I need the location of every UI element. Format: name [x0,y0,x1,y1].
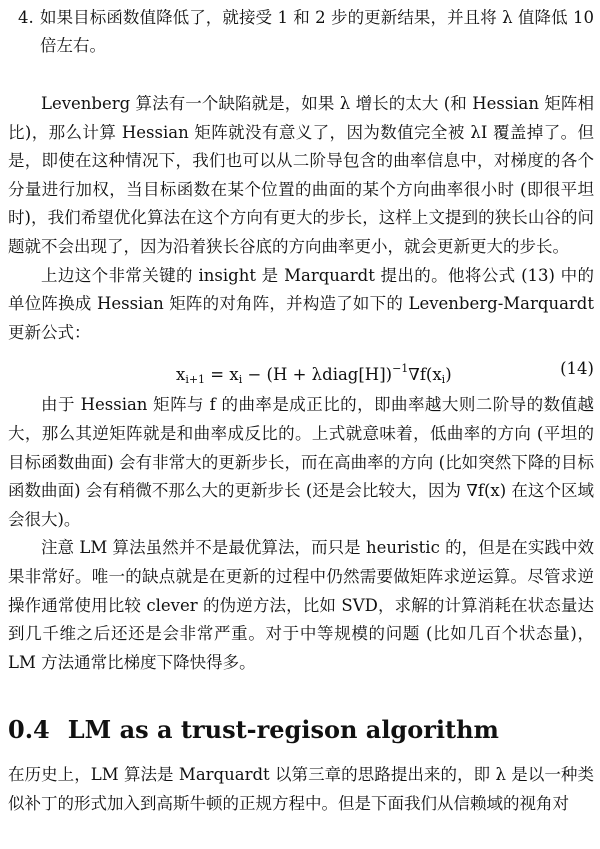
equation-sup: −1 [392,362,409,376]
section-number: 0.4 [8,715,50,745]
list-item-text: 如果目标函数值降低了，就接受 1 和 2 步的更新结果，并且将 λ 值降低 10 倍左右。 [40,8,594,55]
section-heading [8,715,594,745]
section-title: LM as a trust-regison algorithm [67,715,499,745]
paragraph-history: 在历史上，LM 算法是 Marquardt 以第三章的思路提出来的，即 λ 是以一种类似补丁的形式加入到高斯牛顿的正规方程中。但是下面我们从信赖域的视角对 [8,765,594,813]
equation-rhs-x-sub: i [238,373,243,387]
list-item-number: 4. [18,8,34,27]
equation-lhs: x [176,365,186,385]
equation-gradient: ∇f(x [408,365,442,385]
paragraph-lm-note: 注意 LM 算法虽然并不是最优算法，而只是 heuristic 的，但是在实践中效果非常好。唯一的缺点就是在更新的过程中仍然需要做矩阵求逆运算。尽管求逆操作通常使用比较 clever 的伪逆方法，比如 SVD，求解的计算消耗在状态量达到几千维之后还还是会非常严重。对于中等规模的问题 (比如几百个状态量)，LM 方法通常比梯度下降快得多。 [8,538,594,672]
equation-close: ) [445,365,452,385]
paragraph-curvature: 由于 Hessian 矩阵与 f 的曲率是成正比的，即曲率越大则二阶导的数值越大，那么其逆矩阵就是和曲率成反比的。上式就意味着，低曲率的方向 (平坦的目标函数曲面) 会有非常大的更新步长，而在高曲率的方向 (比如突然下降的目标函数曲面) 会有稍微不那么大的更新步长 (还是会比较大，因为 ∇f(x) 在这个区域会很大)。 [8,395,594,529]
list-item-4 [8,4,594,60]
equation-14 [8,347,594,391]
equation-lhs-sub: i+1 [185,373,206,387]
equation-number: (14) [560,359,594,379]
equation-gradient-sub: i [441,373,446,387]
equation-middle: − (H + λdiag[H]) [242,365,393,385]
equation-rhs-x: x [229,365,239,385]
document-page [8,4,594,818]
paragraph-marquardt-insight: 上边这个非常关键的 insight 是 Marquardt 提出的。他将公式 (13) 中的单位阵换成 Hessian 矩阵的对角阵，并构造了如下的 Levenberg-Marquardt 更新公式： [8,265,594,342]
paragraph-levenberg-flaw: Levenberg 算法有一个缺陷就是，如果 λ 增长的太大 (和 Hessian 矩阵相比)，那么计算 Hessian 矩阵就没有意义了，因为数值完全被 λI 覆盖掉了。但是，即使在这种情况下，我们也可以从二阶导包含的曲率信息中，对梯度的各个分量进行加权，当目标函数在某个位置的曲面的某个方向曲率很小时 (即很平坦时)，我们希望优化算法在这个方向有更大的步长，这样上文提到的狭长山谷的问题就不会出现了，因为沿着狭长谷底的方向曲率更小，就会更新更大的步长。 [8,94,594,256]
equation-body: $x_{i+1} = x_i - (H$ + $\lambda diag[H])^{-1}\nabla f(x_i)$ [176,362,452,387]
